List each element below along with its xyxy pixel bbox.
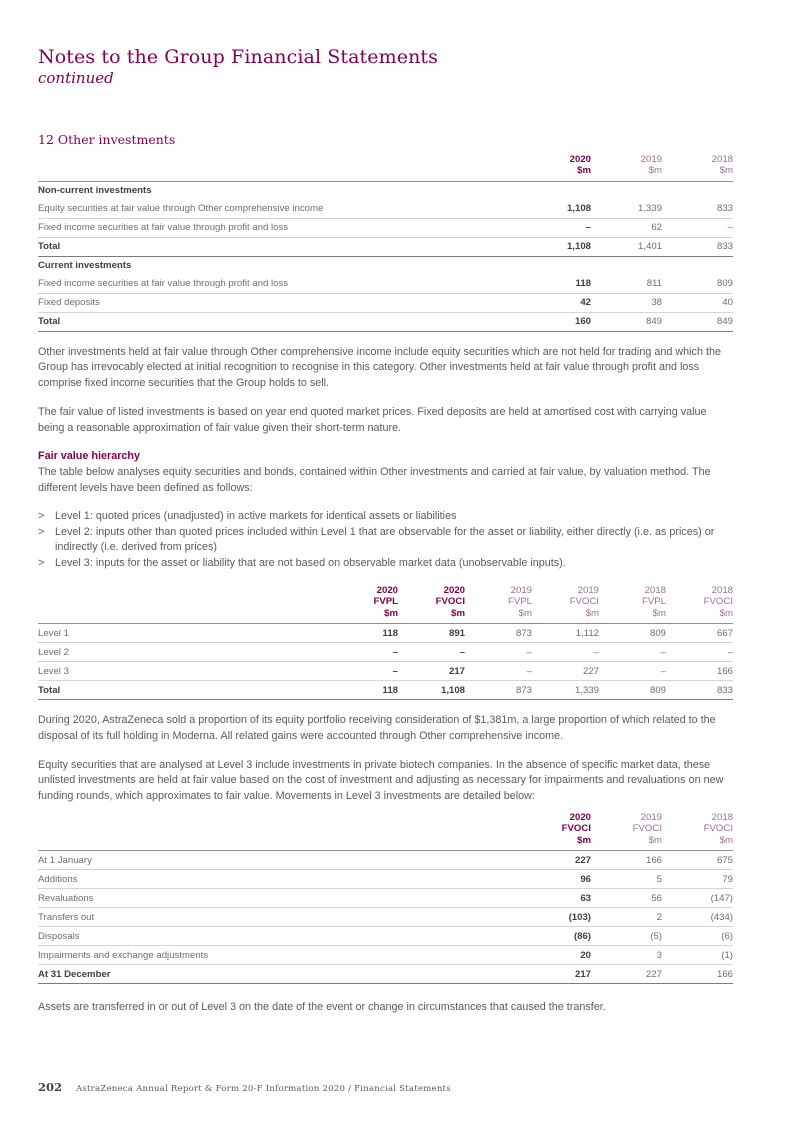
paragraph: During 2020, AstraZeneca sold a proportion of its equity portfolio receiving consideration of $1,381m, a large proportion of which related to the disposal of its full holding in Moderna. All related gains were accounted through Other comprehensive income. <box>38 714 716 742</box>
table-header-row <box>38 581 733 624</box>
column-header-2020-fvpl: 2020 FVPL $m <box>331 581 398 624</box>
paragraph: The fair value of listed investments is based on year end quoted market prices. Fixed deposits are held at amortised cost with carrying value being a reasonable approximation of fair value given their short-term nature. <box>38 405 707 434</box>
table-row: Fixed deposits 42 38 40 <box>38 293 733 312</box>
table-row: Fixed income securities at fair value through profit and loss 118 811 809 <box>38 275 733 294</box>
column-header-2019-fvoci: 2019 FVOCI $m <box>532 581 599 624</box>
fair-value-hierarchy-heading: Fair value hierarchy <box>38 450 141 463</box>
column-header-2020-fvoci: 2020 FVOCI $m <box>398 581 465 624</box>
list-item: > Level 3: inputs for the asset or liability that are not based on observable market data (unobservable inputs). <box>38 556 733 572</box>
label-column-header <box>38 150 520 181</box>
table-row: Fixed income securities at fair value through profit and loss – 62 – <box>38 218 733 237</box>
page-title: Notes to the Group Financial Statements <box>38 46 439 68</box>
label-column-header <box>38 808 520 851</box>
table-row-section: Current investments <box>38 260 132 271</box>
column-header-2018-fvpl: 2018 FVPL $m <box>599 581 666 624</box>
column-header-2019: 2019 $m <box>591 150 662 181</box>
table-row: Impairments and exchange adjustments 20 3 (1) <box>38 946 733 965</box>
table-row: Level 2 – – – – – – <box>38 643 733 662</box>
bullet-marker: > <box>38 525 45 538</box>
table-header-row <box>38 150 733 181</box>
column-header-2019-fvpl: 2019 FVPL $m <box>465 581 532 624</box>
table-row: Level 1 118 891 873 1,112 809 667 <box>38 624 733 643</box>
note-heading: 12 Other investments <box>38 132 176 147</box>
column-header-2019-fvoci: 2019 FVOCI $m <box>591 808 662 851</box>
level3-movements-table <box>38 808 733 984</box>
table-row: At 1 January 227 166 675 <box>38 851 733 870</box>
footer-text: AstraZeneca Annual Report & Form 20-F Information 2020 / Financial Statements <box>76 1084 451 1094</box>
bullet-marker: > <box>38 509 45 522</box>
column-header-2020-fvoci: 2020 FVOCI $m <box>520 808 591 851</box>
table-row: Additions 96 5 79 <box>38 870 733 889</box>
page-footer <box>38 1080 451 1094</box>
list-item: > Level 2: inputs other than quoted prices included within Level 1 that are observable for the asset or liability, either directly (i.e. as prices) or indirectly (i.e. derived from prices) <box>38 525 733 557</box>
levels-bullet-list <box>38 509 733 572</box>
column-header-2018-fvoci: 2018 FVOCI $m <box>666 581 733 624</box>
table-row-total: Total 160 849 849 <box>38 312 733 331</box>
page-number: 202 <box>38 1080 63 1094</box>
paragraph: Other investments held at fair value through Other comprehensive income include equity securities which are not held for trading and which the Group has irrevocably elected at initial recognition to recognise in this category. Other investments held at fair value through profit and loss comprise fixed income securities that the Group holds to sell. <box>38 345 721 390</box>
table-row: Level 3 – 217 – 227 – 166 <box>38 662 733 681</box>
table-row-section: Non-current investments <box>38 185 152 196</box>
other-investments-table <box>38 150 733 332</box>
table-row-total: Total 1,108 1,401 833 <box>38 237 733 256</box>
column-header-2018: 2018 $m <box>662 150 733 181</box>
table-row-total: Total 118 1,108 873 1,339 809 833 <box>38 681 733 700</box>
table-row: Revaluations 63 56 (147) <box>38 889 733 908</box>
column-header-2020: 2020 $m <box>520 150 591 181</box>
label-column-header <box>38 581 331 624</box>
table-header-row <box>38 808 733 851</box>
paragraph: The table below analyses equity securities and bonds, contained within Other investments and carried at fair value, by valuation method. The different levels have been defined as follows: <box>38 466 711 495</box>
paragraph: Assets are transferred in or out of Level 3 on the date of the event or change in circumstances that caused the transfer. <box>38 1001 606 1014</box>
column-header-2018-fvoci: 2018 FVOCI $m <box>662 808 733 851</box>
fair-value-hierarchy-table <box>38 581 733 700</box>
bullet-marker: > <box>38 557 45 570</box>
list-item: > Level 1: quoted prices (unadjusted) in active markets for identical assets or liabilities <box>38 509 733 525</box>
table-row: Equity securities at fair value through Other comprehensive income 1,108 1,339 833 <box>38 200 733 219</box>
table-row-total: At 31 December 217 227 166 <box>38 965 733 984</box>
table-row: Disposals (86) (5) (6) <box>38 927 733 946</box>
page-subtitle: continued <box>38 69 114 87</box>
table-row: Transfers out (103) 2 (434) <box>38 908 733 927</box>
page-header <box>38 46 733 88</box>
paragraph: Equity securities that are analysed at Level 3 include investments in private biotech companies. In the absence of specific market data, these unlisted investments are held at fair value based on the cost of investment and adjusting as necessary for impairments and revaluations on new funding rounds, which approximates to fair value. Movements in Level 3 investments are detailed below: <box>38 758 724 803</box>
